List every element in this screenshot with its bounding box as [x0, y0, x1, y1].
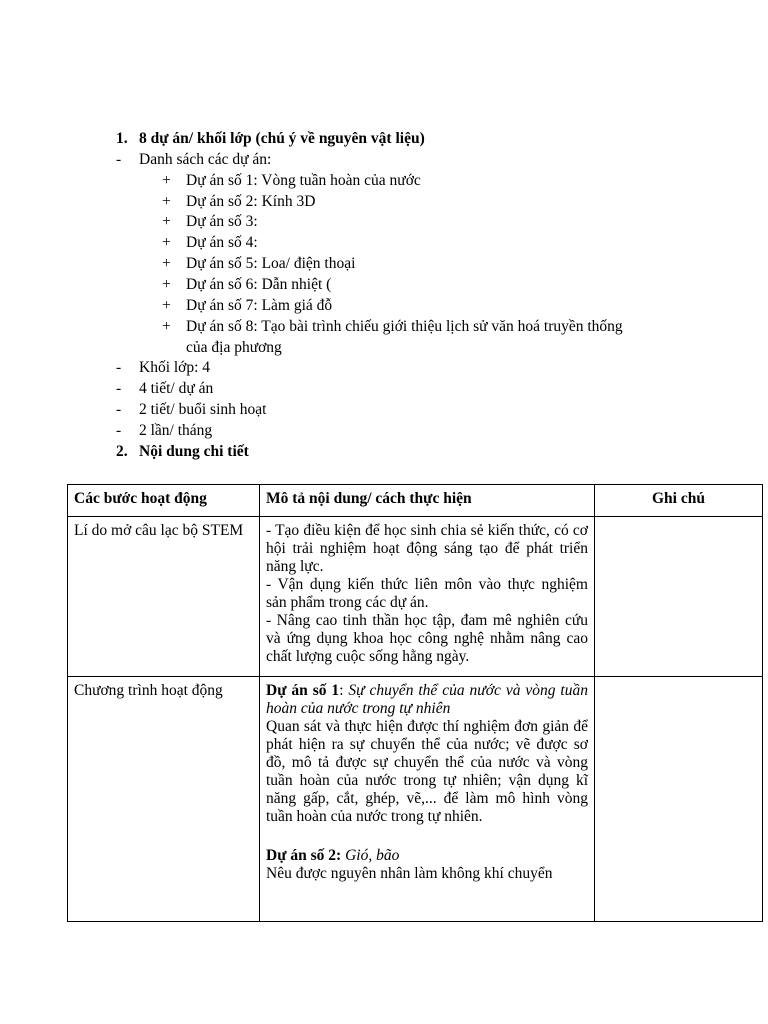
heading-2-number: 2.: [116, 443, 128, 460]
project-2-topic: Gió, bão: [341, 847, 400, 864]
project-item-4: Dự án số 4:: [186, 234, 258, 251]
project-1-topic: Sự chuyển thể của nước và vòng tuần hoàn của nước trong tự nhiên: [266, 682, 588, 717]
bullet-periods-per-project: 4 tiết/ dự án: [139, 380, 214, 397]
dash-marker: -: [116, 401, 122, 418]
project-list-label: Danh sách các dự án:: [139, 151, 272, 168]
table-header-row: [68, 485, 763, 517]
plus-marker: +: [162, 297, 171, 314]
row1-line-2: - Vận dụng kiến thức liên môn vào thực nghiệm sản phẩm trong các dự án.: [266, 576, 588, 611]
row1-line-1: - Tạo điều kiện để học sinh chia sẻ kiến thức, có cơ hội trải nghiệm hoạt động sáng tạo để phát triển năng lực.: [266, 522, 588, 575]
project-2-label: Dự án số 2:: [266, 847, 342, 864]
header-steps: Các bước hoạt động: [68, 485, 260, 517]
project-item-2: Dự án số 2: Kính 3D: [186, 193, 316, 210]
row1-note: [595, 517, 763, 677]
project-2-title: [266, 847, 588, 865]
project-2-description: Nêu được nguyên nhân làm không khí chuyển: [266, 865, 553, 882]
table-row: [68, 517, 763, 677]
heading-1-number: 1.: [116, 130, 128, 147]
project-1-colon: :: [339, 682, 349, 699]
dash-marker: -: [116, 380, 122, 397]
header-notes: Ghi chú: [595, 485, 763, 517]
spacer: [266, 826, 588, 847]
dash-marker: -: [116, 359, 122, 376]
project-item-5: Dự án số 5: Loa/ điện thoại: [186, 255, 356, 272]
heading-1: 8 dự án/ khối lớp (chú ý về nguyên vật liệu): [139, 130, 425, 147]
plus-marker: +: [162, 276, 171, 293]
project-item-3: Dự án số 3:: [186, 213, 258, 230]
plus-marker: +: [162, 318, 171, 335]
plus-marker: +: [162, 255, 171, 272]
project-1-title: [266, 682, 588, 718]
project-1-description: Quan sát và thực hiện được thí nghiệm đơn giản để phát hiện ra sự chuyển thể của nước; vẽ được sơ đồ, mô tả được sự chuyển thể của nước và vòng tuần hoàn của nước trong tự nhiên; vận dụng kĩ năng gấp, cắt, ghép, vẽ,... để làm mô hình vòng tuần hoàn của nước trong tự nhiên.: [266, 718, 588, 825]
bullet-frequency: 2 lần/ tháng: [139, 422, 213, 439]
plus-marker: +: [162, 172, 171, 189]
plus-marker: +: [162, 234, 171, 251]
bullet-grade: Khối lớp: 4: [139, 359, 211, 376]
dash-marker: -: [116, 151, 122, 168]
project-item-8: Dự án số 8: Tạo bài trình chiếu giới thiệu lịch sử văn hoá truyền thống: [186, 318, 623, 335]
heading-2: Nội dung chi tiết: [139, 443, 249, 460]
plus-marker: +: [162, 193, 171, 210]
dash-marker: -: [116, 422, 122, 439]
project-item-6: Dự án số 6: Dẫn nhiệt (: [186, 276, 332, 293]
bullet-periods-per-session: 2 tiết/ buổi sinh hoạt: [139, 401, 267, 418]
row2-step: Chương trình hoạt động: [68, 677, 260, 922]
project-item-7: Dự án số 7: Làm giá đỗ: [186, 297, 333, 314]
plus-marker: +: [162, 213, 171, 230]
row2-description: [260, 677, 595, 922]
header-description: Mô tả nội dung/ cách thực hiện: [260, 485, 595, 517]
row2-note: [595, 677, 763, 922]
table-row: [68, 677, 763, 922]
project-item-8-continuation: của địa phương: [186, 339, 282, 356]
row1-line-3: - Nâng cao tinh thần học tập, đam mê nghiên cứu và ứng dụng khoa học công nghệ nhằm nâng cao chất lượng cuộc sống hằng ngày.: [266, 612, 588, 665]
row1-step: Lí do mở câu lạc bộ STEM: [68, 517, 260, 677]
content-table: [67, 484, 763, 922]
project-1-label: Dự án số 1: [266, 682, 340, 699]
row1-description: [260, 517, 595, 677]
project-item-1: Dự án số 1: Vòng tuần hoàn của nước: [186, 172, 421, 189]
